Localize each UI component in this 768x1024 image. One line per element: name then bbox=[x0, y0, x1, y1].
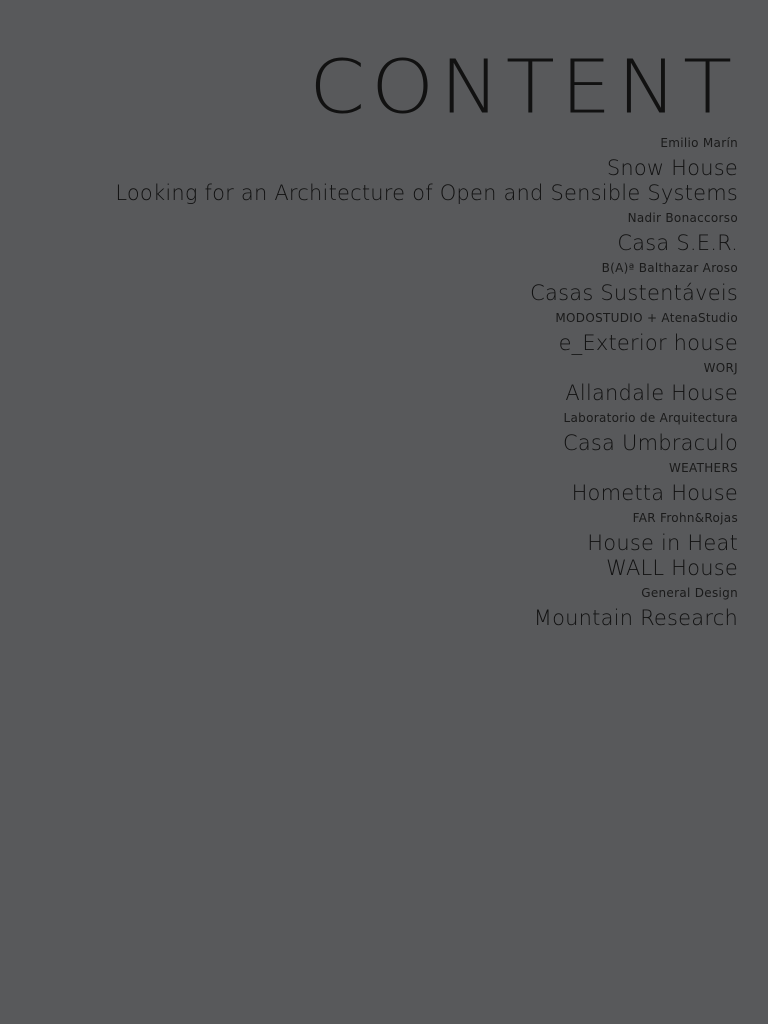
toc-entry-casas-sustentaveis[interactable] bbox=[38, 256, 738, 306]
entry-title: Casa S.E.R. bbox=[617, 231, 738, 255]
entry-title: Allandale House bbox=[565, 381, 738, 405]
toc-entry-allandale-house[interactable] bbox=[38, 356, 738, 406]
entry-author: Nadir Bonaccorso bbox=[627, 211, 738, 225]
toc-entry-mountain-research[interactable] bbox=[38, 581, 738, 631]
entry-author: Laboratorio de Arquitectura bbox=[563, 411, 738, 425]
entry-author: WEATHERS bbox=[668, 461, 738, 475]
toc-entry-house-in-heat[interactable] bbox=[38, 506, 738, 581]
entry-title: e_Exterior house bbox=[558, 331, 738, 355]
table-of-contents bbox=[38, 131, 738, 631]
entry-author: B(A)ª Balthazar Aroso bbox=[601, 261, 738, 275]
entry-title: House in Heat bbox=[587, 531, 738, 555]
entry-title: Hometta House bbox=[571, 481, 738, 505]
entry-title: Casa Umbraculo bbox=[562, 431, 738, 455]
toc-entry-hometta-house[interactable] bbox=[38, 456, 738, 506]
page-title: CONTENT bbox=[309, 44, 738, 131]
entry-title: Casas Sustentáveis bbox=[530, 281, 738, 305]
toc-entry-casa-ser[interactable] bbox=[38, 206, 738, 256]
entry-title: Mountain Research bbox=[533, 606, 738, 630]
entry-subtitle: Looking for an Architecture of Open and Sensible Systems bbox=[115, 181, 738, 205]
entry-author: Emilio Marín bbox=[660, 136, 738, 150]
toc-entry-casa-umbraculo[interactable] bbox=[38, 406, 738, 456]
entry-author: General Design bbox=[641, 586, 738, 600]
entry-title-secondary: WALL House bbox=[606, 556, 738, 580]
entry-author: FAR Frohn&Rojas bbox=[632, 511, 738, 525]
toc-entry-snow-house[interactable] bbox=[38, 131, 738, 206]
entry-title: Snow House bbox=[606, 156, 738, 180]
entry-author: WORJ bbox=[703, 361, 738, 375]
entry-author: MODOSTUDIO + AtenaStudio bbox=[555, 311, 738, 325]
toc-entry-e-exterior-house[interactable] bbox=[38, 306, 738, 356]
